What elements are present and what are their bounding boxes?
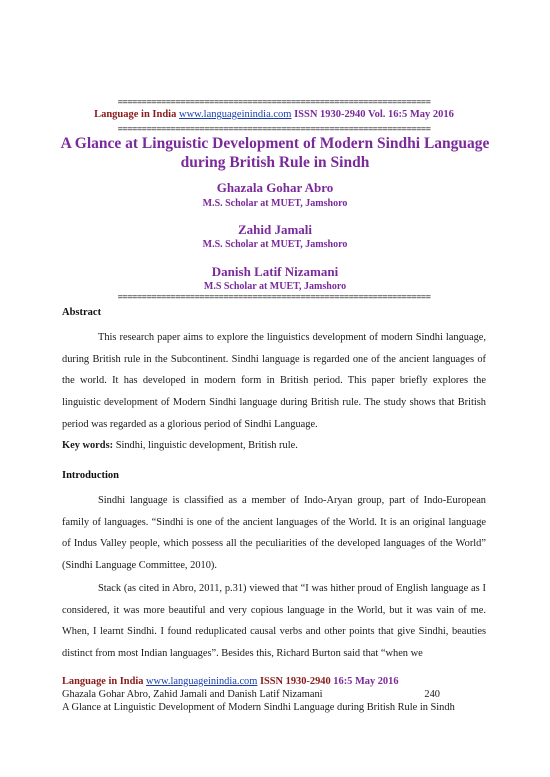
author-affiliation: M.S. Scholar at MUET, Jamshoro <box>202 239 348 250</box>
introduction-heading: Introduction <box>62 470 119 481</box>
abstract-text: This research paper aims to explore the linguistics development of modern Sindhi language, during British rule in the Subcontinent. Sindhi language is regarded one of the ancient languages of the world. It has developed in modern form in British period. This paper briefly explores the linguistic development of Modern Sindhi language during British rule. The study shows that British period was regarded as a glorious period of Sindhi Language. <box>62 332 486 430</box>
introduction-paragraph-2 <box>62 578 486 665</box>
keywords-line <box>62 440 486 451</box>
footer-authors-line <box>62 688 492 701</box>
header-rule-bottom: ================================================================= <box>117 125 431 135</box>
author-affiliation: M.S Scholar at MUET, Jamshoro <box>203 281 347 292</box>
keywords-label: Key words: <box>62 440 114 451</box>
journal-name: Language in India <box>94 109 177 120</box>
footer-issn: ISSN 1930-2940 <box>259 676 331 687</box>
author-name: Danish Latif Nizamani <box>211 264 339 279</box>
author-name: Ghazala Gohar Abro <box>216 180 334 195</box>
abstract-heading: Abstract <box>62 307 102 318</box>
journal-url-link[interactable]: www.languageinindia.com <box>178 109 292 120</box>
paper-title: A Glance at Linguistic Development of Modern Sindhi Language during British Rule in Sindh <box>60 135 490 171</box>
page-number: 240 <box>424 689 440 700</box>
footer-volume: 16:5 May 2016 <box>333 676 399 687</box>
footer-journal: Language in India <box>62 676 144 687</box>
author-affiliation: M.S. Scholar at MUET, Jamshoro <box>202 198 348 209</box>
abstract-paragraph <box>62 327 486 436</box>
footer-url-link[interactable]: www.languageinindia.com <box>146 676 258 687</box>
intro-p1-text: Sindhi language is classified as a member of Indo-Aryan group, part of Indo-European family of languages. “Sindhi is one of the ancient languages of the World. It is an original language of Indus Valley people, which possess all the peculiarities of the developed languages of the World” (Sindhi Language Committee, 2010). <box>62 495 486 572</box>
introduction-paragraph-1 <box>62 490 486 577</box>
footer-journal-line <box>62 675 492 688</box>
section-rule: ================================================================= <box>117 293 431 303</box>
header-rule-top: ================================================================= <box>117 98 431 108</box>
journal-header <box>62 109 486 121</box>
footer-title-line: A Glance at Linguistic Development of Modern Sindhi Language during British Rule in Sindh <box>62 702 455 713</box>
keywords-text: Sindhi, linguistic development, British rule. <box>113 440 298 451</box>
journal-issn: ISSN 1930-2940 Vol. 16:5 May 2016 <box>294 109 454 120</box>
page-footer <box>62 675 492 714</box>
footer-authors: Ghazala Gohar Abro, Zahid Jamali and Danish Latif Nizamani <box>62 689 323 700</box>
author-name: Zahid Jamali <box>237 222 313 237</box>
intro-p2-text: Stack (as cited in Abro, 2011, p.31) viewed that “I was hither proud of English language as I considered, it was more beautiful and very copious language in the World, but it was vain of me. When, I learnt Sindhi. I found reduplicated causal verbs and other points that give Sindhi, beauties distinct from most Indian languages”. Besides this, Richard Burton said that “when we <box>62 583 486 660</box>
